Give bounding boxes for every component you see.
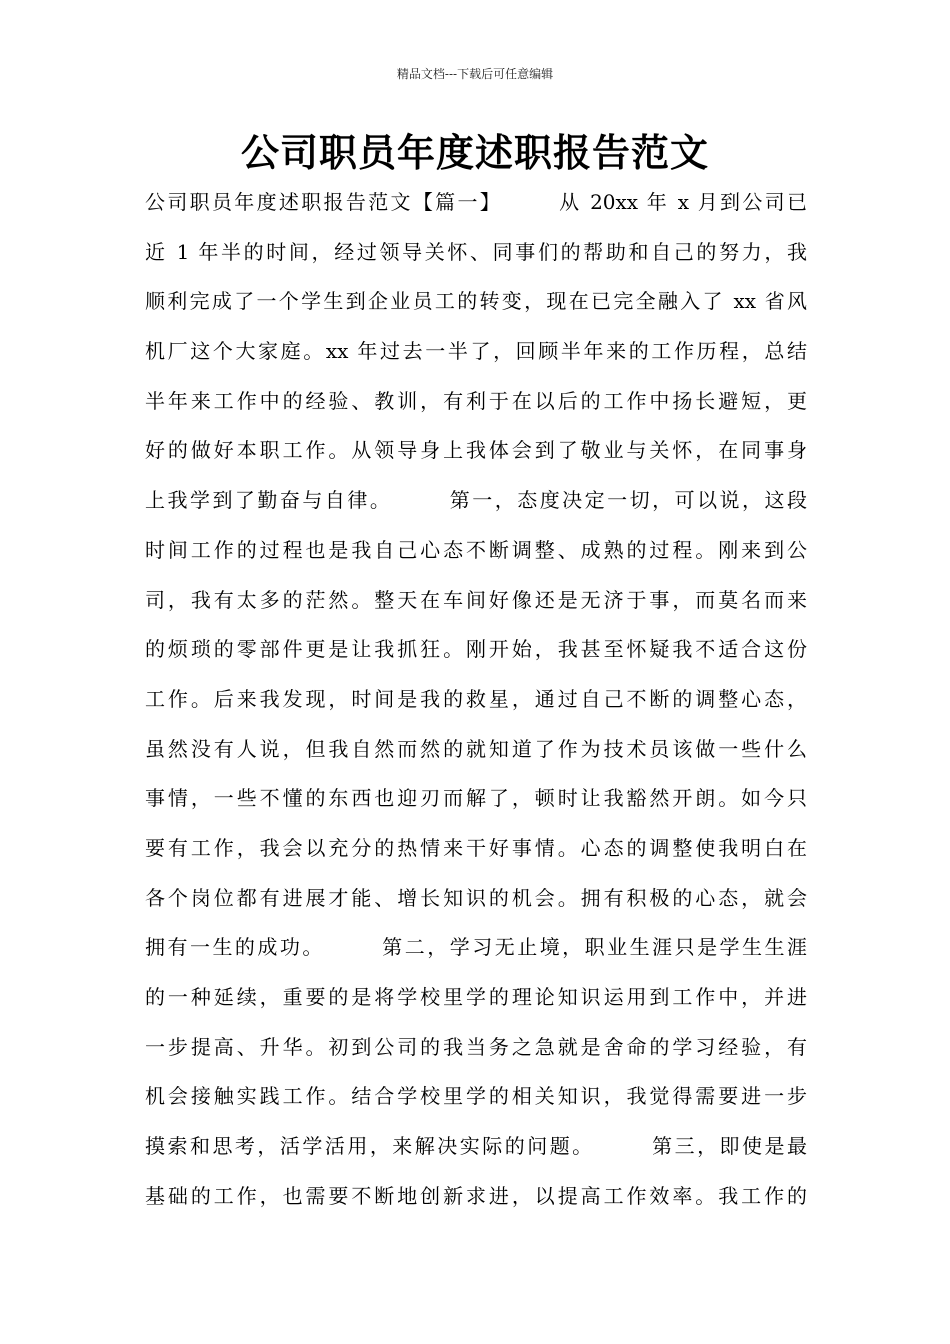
body-line: 时间工作的过程也是我自己心态不断调整、成熟的过程。刚来到公	[145, 537, 807, 562]
header-note: 精品文档---下载后可任意编辑	[396, 67, 554, 81]
body-line: 各个岗位都有进展才能、增长知识的机会。拥有积极的心态，就会	[145, 885, 807, 910]
body-line: 的一种延续，重要的是将学校里学的理论知识运用到工作中，并进	[145, 985, 807, 1009]
body-line: 公司职员年度述职报告范文【篇一】 从 20xx 年 x 月到公司已	[145, 190, 807, 214]
document-title: 公司职员年度述职报告范文	[240, 131, 709, 175]
body-line: 近 1 年半的时间，经过领导关怀、同事们的帮助和自己的努力，我	[145, 239, 807, 264]
body-line: 上我学到了勤奋与自律。 第一，态度决定一切，可以说，这段	[145, 488, 807, 513]
document-body	[145, 178, 807, 1221]
body-line: 半年来工作中的经验、教训，有利于在以后的工作中扬长避短，更	[145, 388, 807, 413]
body-line: 拥有一生的成功。 第二，学习无止境，职业生涯只是学生生涯	[145, 935, 807, 960]
body-line: 一步提高、升华。初到公司的我当务之急就是舍命的学习经验，有	[145, 1034, 807, 1059]
body-line: 好的做好本职工作。从领导身上我体会到了敬业与关怀，在同事身	[145, 438, 807, 463]
body-line: 顺利完成了一个学生到企业员工的转变，现在已完全融入了 xx 省风	[145, 289, 807, 314]
body-line: 的烦琐的零部件更是让我抓狂。刚开始，我甚至怀疑我不适合这份	[145, 637, 807, 662]
body-line: 要有工作，我会以充分的热情来干好事情。心态的调整使我明白在	[145, 835, 807, 860]
body-line: 机厂这个大家庭。xx 年过去一半了，回顾半年来的工作历程，总结	[145, 339, 807, 364]
body-line: 工作。后来我发现，时间是我的救星，通过自己不断的调整心态，	[145, 686, 807, 711]
body-line: 司，我有太多的茫然。整天在车间好像还是无济于事，而莫名而来	[145, 587, 807, 612]
body-line: 机会接触实践工作。结合学校里学的相关知识，我觉得需要进一步	[145, 1084, 807, 1109]
body-line: 事情，一些不懂的东西也迎刃而解了，顿时让我豁然开朗。如今只	[145, 786, 807, 811]
body-line: 基础的工作，也需要不断地创新求进，以提高工作效率。我工作的	[145, 1183, 807, 1208]
body-line: 虽然没有人说，但我自然而然的就知道了作为技术员该做一些什么	[145, 736, 807, 761]
body-line: 摸索和思考，活学活用，来解决实际的问题。 第三，即使是最	[145, 1134, 807, 1159]
